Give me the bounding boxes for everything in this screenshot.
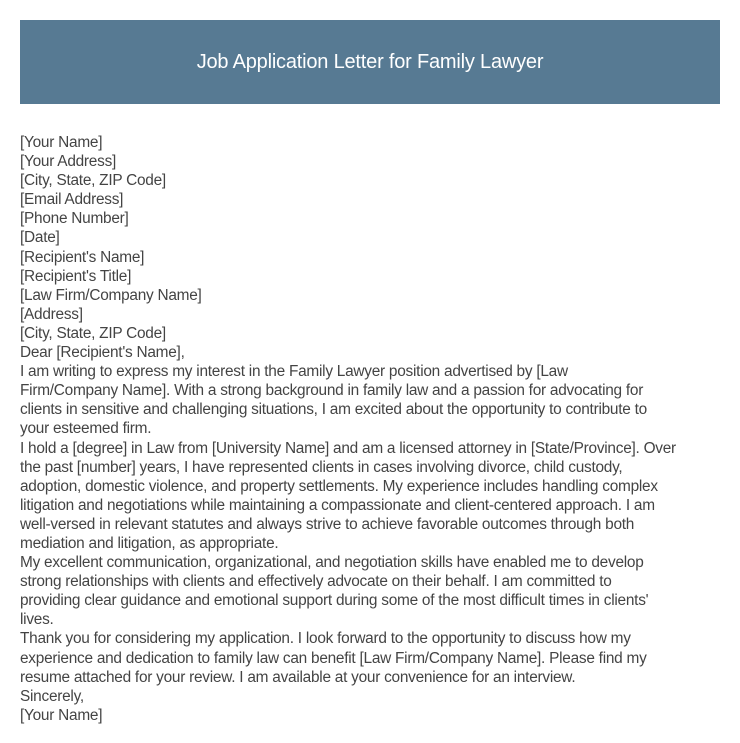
- recipient-name: [Recipient's Name]: [20, 248, 145, 266]
- recipient-title: [Recipient's Title]: [20, 267, 132, 285]
- paragraph-line: litigation and negotiations while maintaining a compassionate and client-centered approach. I am: [20, 496, 655, 514]
- sender-email: [Email Address]: [20, 191, 124, 209]
- sender-address: [Your Address]: [20, 153, 117, 171]
- paragraph-closing: [20, 629, 725, 686]
- salutation: Dear [Recipient's Name],: [20, 344, 185, 362]
- paragraph-introduction: [20, 362, 725, 438]
- paragraph-line: mediation and litigation, as appropriate.: [20, 534, 279, 552]
- paragraph-line: My excellent communication, organizational, and negotiation skills have enabled me to develop: [20, 554, 644, 572]
- letter-date: [Date]: [20, 229, 60, 247]
- recipient-block: [20, 248, 725, 343]
- paragraph-line: I am writing to express my interest in the Family Lawyer position advertised by [Law: [20, 363, 568, 381]
- recipient-city-state-zip: [City, State, ZIP Code]: [20, 324, 166, 342]
- paragraph-line: well-versed in relevant statutes and always strive to achieve favorable outcomes through both: [20, 515, 635, 533]
- paragraph-line: Thank you for considering my application. I look forward to the opportunity to discuss how my: [20, 630, 631, 648]
- closing: Sincerely,: [20, 687, 84, 705]
- sender-phone: [Phone Number]: [20, 210, 129, 228]
- paragraph-line: adoption, domestic violence, and property settlements. My experience includes handling complex: [20, 477, 658, 495]
- paragraph-line: experience and dedication to family law can benefit [Law Firm/Company Name]. Please find my: [20, 649, 647, 667]
- paragraph-line: the past [number] years, I have represented clients in cases involving divorce, child custody,: [20, 458, 623, 476]
- recipient-company: [Law Firm/Company Name]: [20, 286, 202, 304]
- sender-city-state-zip: [City, State, ZIP Code]: [20, 172, 166, 190]
- signature: [Your Name]: [20, 706, 103, 724]
- document-header: [20, 20, 720, 104]
- recipient-address: [Address]: [20, 305, 83, 323]
- letter-body: [20, 133, 725, 725]
- paragraph-skills: [20, 553, 725, 629]
- paragraph-experience: [20, 439, 725, 554]
- sender-block: [20, 133, 725, 228]
- paragraph-line: clients in sensitive and challenging situations, I am excited about the opportunity to contribute to: [20, 401, 647, 419]
- paragraph-line: resume attached for your review. I am available at your convenience for an interview.: [20, 668, 576, 686]
- paragraph-line: providing clear guidance and emotional support during some of the most difficult times in clients': [20, 592, 649, 610]
- paragraph-line: I hold a [degree] in Law from [University Name] and am a licensed attorney in [State/Province]. Over: [20, 439, 676, 457]
- paragraph-line: strong relationships with clients and effectively advocate on their behalf. I am committed to: [20, 573, 612, 591]
- document-title: Job Application Letter for Family Lawyer: [196, 50, 544, 73]
- paragraph-line: lives.: [20, 611, 54, 629]
- sender-name: [Your Name]: [20, 134, 103, 151]
- paragraph-line: Firm/Company Name]. With a strong background in family law and a passion for advocating for: [20, 382, 644, 400]
- paragraph-line: your esteemed firm.: [20, 420, 152, 438]
